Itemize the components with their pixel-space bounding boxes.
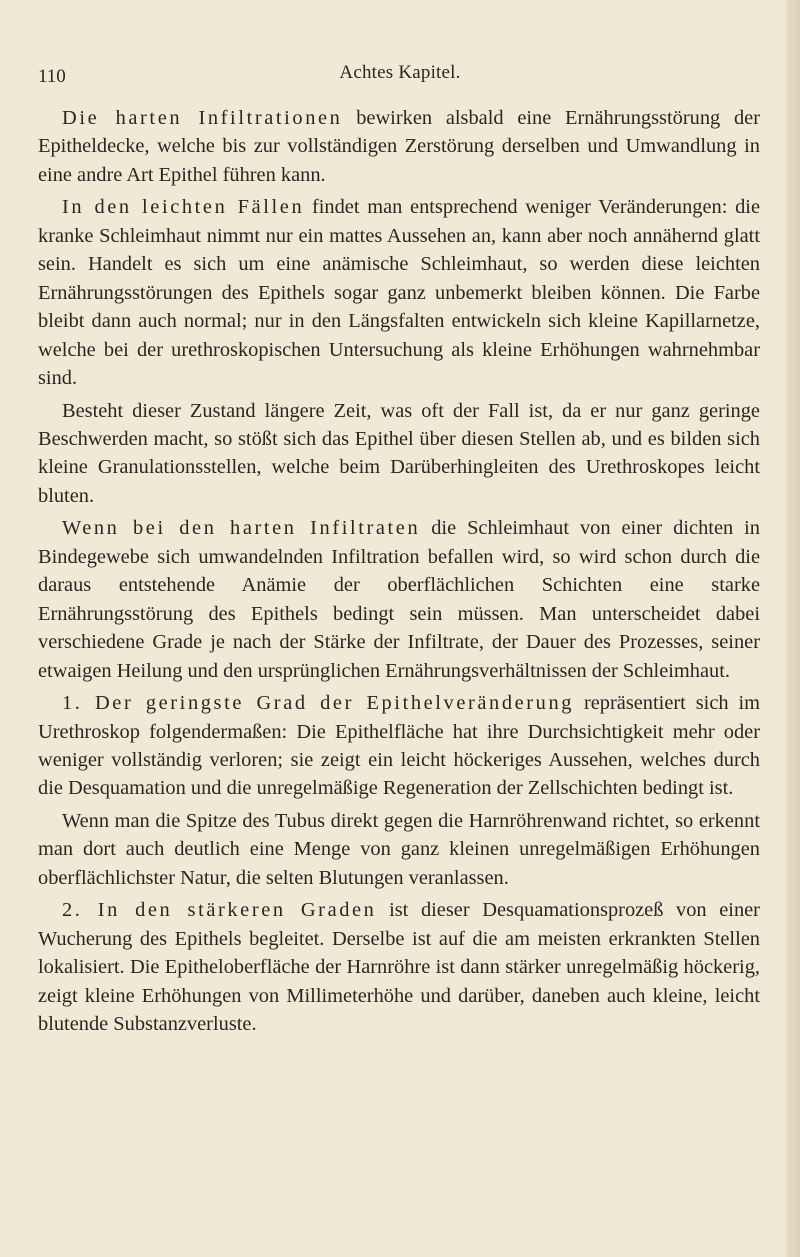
paragraph [38,689,760,803]
body-text [38,104,760,1039]
paragraph [38,896,760,1038]
page-edge [786,0,800,1257]
paragraph-text: ist dieser Desquamationsprozeß von einer Wucherung des Epithels begleitet. Derselbe ist auf die am meisten erkrankten Stellen lokalisiert. Die Epitheloberfläche der Harnröhre ist dann stärker unregelmäßig höckerig, zeigt kleine Erhöhungen von Millimeterhöhe und darüber, daneben auch kleine, leicht blutende Substanzverluste. [38,899,760,1036]
paragraph-text: Wenn man die Spitze des Tubus direkt gegen die Harnröhrenwand richtet, so erkennt man dort auch deutlich eine Menge von ganz kleinen unregelmäßigen Erhöhungen oberflächlichster Natur, die selten Blutungen veranlassen. [38,809,760,889]
paragraph-text: findet man entsprechend weniger Veränderungen: die kranke Schleimhaut nimmt nur ein mattes Aussehen an, kann aber noch annähernd glatt sein. Handelt es sich um eine anämische Schleimhaut, so werden diese leichten Ernährungsstörungen des Epithels sogar ganz unbemerkt bleiben können. Die Farbe bleibt dann auch normal; nur in den Längsfalten entwickeln sich kleine Kapillarnetze, welche bei der urethroskopischen Untersuchung als kleine Erhöhungen wahrnehmbar sind. [38,196,760,390]
spaced-lead: Die harten Infiltrationen [62,107,343,129]
page-number: 110 [38,66,66,87]
paragraph [38,104,760,189]
paragraph [38,514,760,685]
paragraph [38,397,760,511]
spaced-lead: In den leichten Fällen [62,196,305,219]
paragraph-text: die Schleimhaut von einer dichten in Bindegewebe sich umwandelnden Infiltration befallen wird, so wird schon durch die daraus entstehende Anämie der oberflächlichen Schichten eine starke Ernährungsstörung des Epithels bedingt sein müssen. Man unterscheidet dabei verschiedene Grade je nach der Stärke der Infiltrate, der Dauer des Prozesses, seiner etwaigen Heilung und den ursprünglichen Ernährungsverhältnissen der Schleimhaut. [38,517,760,682]
paragraph [38,193,760,392]
paragraph [38,807,760,892]
spaced-lead: Wenn bei den harten Infiltraten [62,517,421,540]
running-title: Achtes Kapitel. [339,62,461,83]
paragraph-text: bewirken alsbald eine Ernährungsstörung der Epitheldecke, welche bis zur vollständigen Zerstörung derselben und Umwandlung in eine andre Art Epithel führen kann. [38,107,760,186]
paragraph-text: Besteht dieser Zustand längere Zeit, was oft der Fall ist, da er nur ganz geringe Beschwerden macht, so stößt sich das Epithel über diesen Stellen ab, und es bilden sich kleine Granulationsstellen, welche beim Darüberhingleiten des Urethroskopes leicht bluten. [38,399,760,507]
spaced-lead: 2. In den stärkeren Graden [62,899,377,922]
spaced-lead: 1. Der geringste Grad der Epithelveränderung [62,692,575,715]
paragraph-text: repräsentiert sich im Urethroskop folgendermaßen: Die Epithelfläche hat ihre Durchsichtigkeit mehr oder weniger vollständig verloren; sie zeigt ein leicht höckeriges Aussehen, welches durch die Desquamation und die unregelmäßige Regeneration der Zellschichten bedingt ist. [38,692,760,800]
